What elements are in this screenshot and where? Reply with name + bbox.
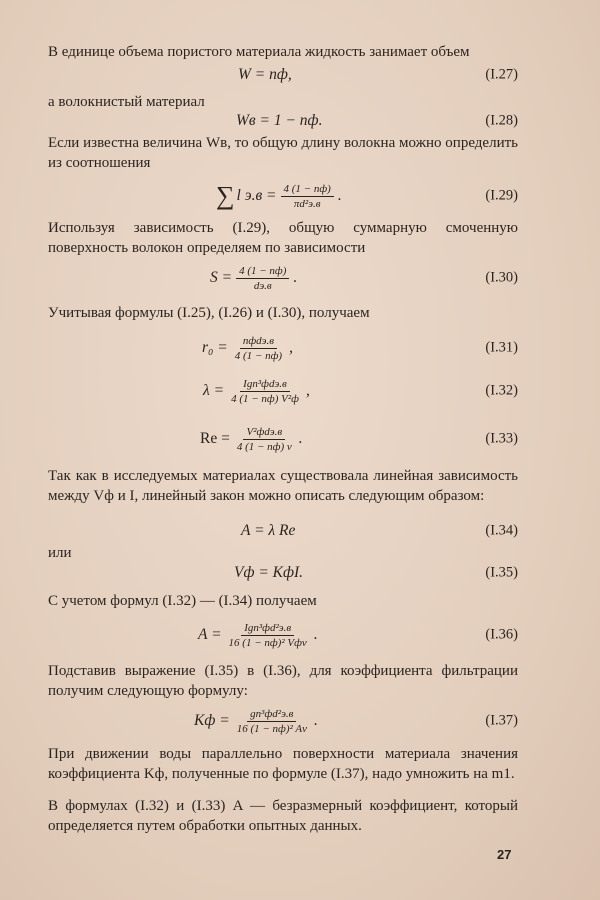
equation-number: (I.35) [485,564,518,581]
paragraph-2: а волокнистый материал [48,94,205,110]
equation-body: A = λ Re [241,522,296,539]
numerator: gn³фd²э.в [247,708,296,722]
denominator: 16 (1 − nф)² Aν [236,722,307,735]
sum-symbol: ∑ [216,181,235,210]
equation-tail: . [337,187,342,204]
denominator: 16 (1 − nф)² Vфν [228,636,307,649]
equation-body: Vф = KфI. [234,564,304,581]
equation-body [194,699,318,743]
numerator: Ign³фd²э.в [241,622,294,636]
paragraph-3: Если известна величина Wв, то общую длину волокна можно определить из соотношения [48,135,518,171]
equation-tail: . [298,430,303,447]
numerator: Ign³фdэ.в [240,378,290,392]
paragraph-8: С учетом формул (I.32) — (I.34) получаем [48,593,317,609]
equation-body [210,258,297,298]
equation-number: (I.33) [485,430,518,447]
equation-1-35 [0,558,600,588]
equation-number: (I.28) [485,112,518,129]
fraction [228,378,302,405]
equation-number: (I.27) [485,66,518,83]
equation-1-33 [0,418,600,460]
paragraph-10: При движении воды параллельно поверхности материала значения коэффициента Kф, полученные по формуле (I.37), надо умножить на m1. [48,746,518,782]
equation-body [203,370,310,412]
equation-lhs: Re = [200,430,230,447]
numerator: V²фdэ.в [243,426,285,440]
paragraph-6: Так как в исследуемых материалах существовала линейная зависимость между Vф и I, линейный закон можно описать следующим образом: [48,468,518,504]
equation-body [200,418,303,460]
equation-number: (I.30) [485,269,518,286]
equation-tail: . [313,626,318,643]
numerator: nфdэ.в [240,335,277,349]
equation-body: Wв = 1 − nф. [236,112,323,129]
numerator: 4 (1 − nф) [236,265,289,279]
equation-1-27 [0,60,600,90]
equation-tail: . [293,269,298,286]
paragraph-1: В единице объема пористого материала жидкость занимает объем [48,44,470,60]
equation-tail: . [313,712,318,729]
equation-lhs: r₀ = [202,339,228,356]
paragraph-5: Учитывая формулы (I.25), (I.26) и (I.30), получаем [48,305,370,321]
equation-body [202,328,293,368]
equation-body [216,176,342,216]
equation-number: (I.31) [485,339,518,356]
denominator: 4 (1 − nф) [234,349,283,362]
equation-number: (I.37) [485,712,518,729]
equation-number: (I.36) [485,626,518,643]
equation-number: (I.32) [485,382,518,399]
equation-lhs: S = [210,269,233,286]
equation-body: W = nф, [238,66,292,83]
paragraph-4: Используя зависимость (I.29), общую суммарную смоченную поверхность волокон определяем по зависимости [48,220,518,256]
paragraph-7: или [48,545,72,561]
denominator: dэ.в [253,279,272,292]
fraction [234,426,295,453]
paragraph-9: Подставив выражение (I.35) в (I.36), для коэффициента фильтрации получим следующую формулу: [48,663,518,699]
equation-number: (I.34) [485,522,518,539]
page-number: 27 [497,847,512,862]
equation-lhs: A = [198,626,222,643]
fraction [232,335,285,362]
fraction [236,265,289,292]
equation-1-30 [0,258,600,298]
equation-1-28 [0,106,600,136]
fraction [226,622,310,649]
equation-tail: , [289,339,293,356]
denominator: πd²э.в [293,197,321,210]
numerator: 4 (1 − nф) [281,183,334,197]
equation-lhs: l э.в = [236,187,277,204]
equation-1-34 [0,516,600,546]
equation-tail: , [305,382,310,399]
equation-lhs: λ = [203,382,225,399]
equation-lhs: Kф = [194,712,230,729]
equation-1-31 [0,328,600,368]
equation-1-32 [0,370,600,412]
equation-1-36 [0,614,600,656]
denominator: 4 (1 − nф) V²ф [231,392,299,405]
equation-1-37 [0,699,600,743]
denominator: 4 (1 − nф) ν [236,440,292,453]
fraction [234,708,310,735]
equation-body [198,614,318,656]
equation-1-29 [0,176,600,216]
equation-number: (I.29) [485,187,518,204]
paragraph-11: В формулах (I.32) и (I.33) A — безразмерный коэффициент, который определяется путем обработки опытных данных. [48,798,518,834]
fraction [281,183,334,210]
